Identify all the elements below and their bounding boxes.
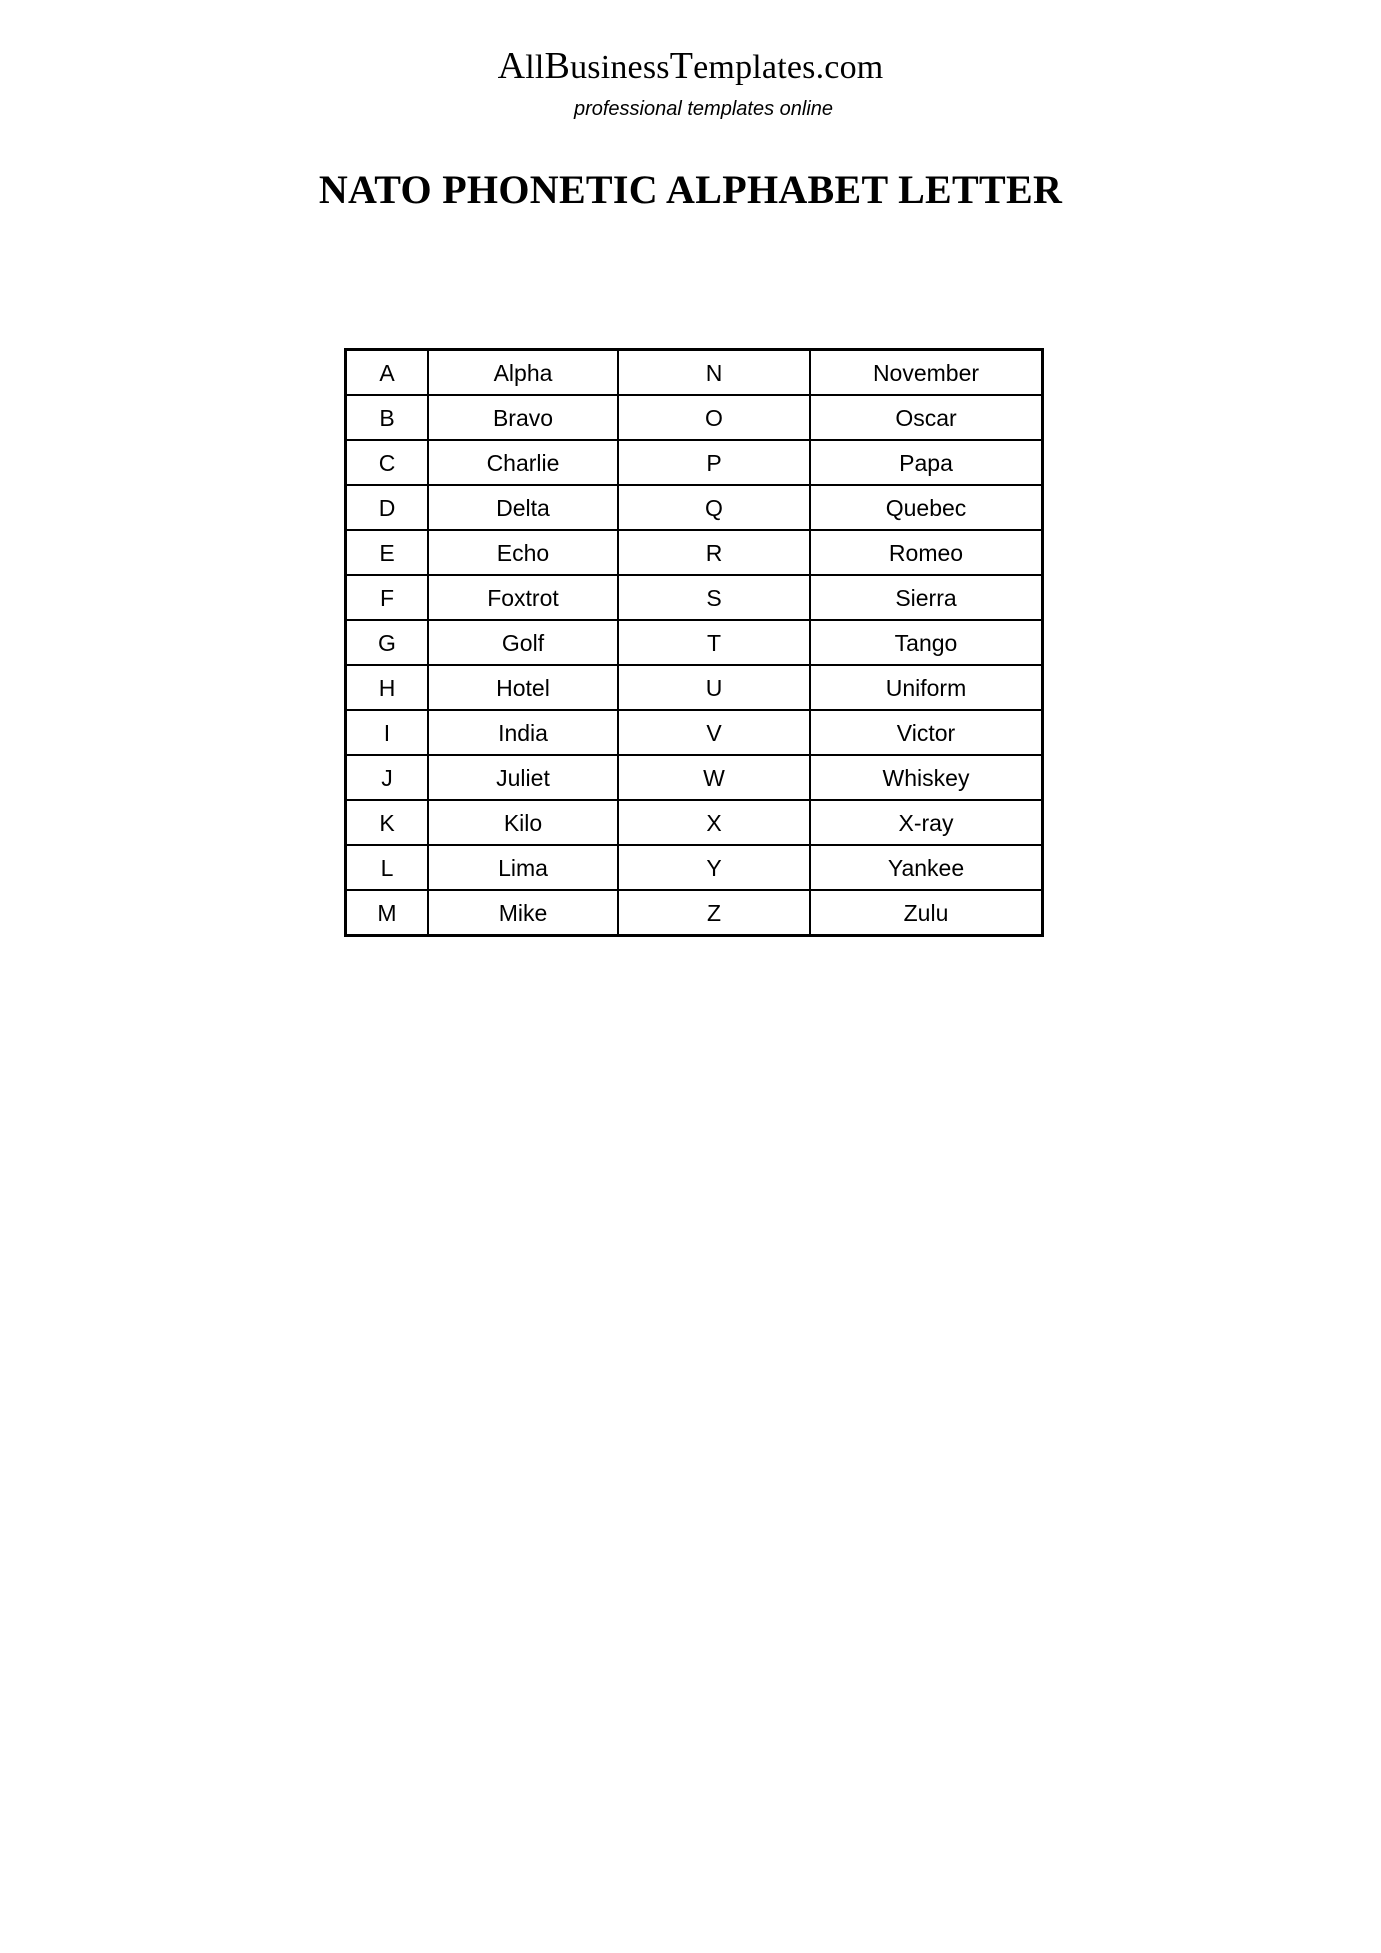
code-word-cell: Foxtrot xyxy=(428,575,618,620)
code-word-cell: Romeo xyxy=(810,530,1043,575)
code-word-cell: Hotel xyxy=(428,665,618,710)
table-row xyxy=(346,350,1043,396)
letter-cell: E xyxy=(346,530,429,575)
letter-cell: D xyxy=(346,485,429,530)
code-word-cell: Alpha xyxy=(428,350,618,396)
code-word-cell: Oscar xyxy=(810,395,1043,440)
brand-part-ll: ll xyxy=(525,49,545,86)
code-word-cell: Tango xyxy=(810,620,1043,665)
code-word-cell: Zulu xyxy=(810,890,1043,936)
letter-cell: U xyxy=(618,665,810,710)
table-row xyxy=(346,665,1043,710)
letter-cell: C xyxy=(346,440,429,485)
code-word-cell: X-ray xyxy=(810,800,1043,845)
table-row xyxy=(346,710,1043,755)
letter-cell: P xyxy=(618,440,810,485)
code-word-cell: Papa xyxy=(810,440,1043,485)
phonetic-alphabet-table-body xyxy=(346,350,1043,936)
brand-letter-t: T xyxy=(669,45,694,87)
brand-letter-b: B xyxy=(544,45,571,87)
code-word-cell: Juliet xyxy=(428,755,618,800)
letter-cell: T xyxy=(618,620,810,665)
letter-cell: V xyxy=(618,710,810,755)
letter-cell: N xyxy=(618,350,810,396)
letter-cell: Y xyxy=(618,845,810,890)
letter-cell: M xyxy=(346,890,429,936)
table-row xyxy=(346,485,1043,530)
brand-part-usiness: usiness xyxy=(570,49,670,86)
brand-tagline: professional templates online xyxy=(573,98,834,120)
letter-cell: K xyxy=(346,800,429,845)
code-word-cell: Kilo xyxy=(428,800,618,845)
code-word-cell: Lima xyxy=(428,845,618,890)
brand-part-emplates: emplates.com xyxy=(693,49,884,86)
letter-cell: J xyxy=(346,755,429,800)
letter-cell: X xyxy=(618,800,810,845)
brand-letter-a: A xyxy=(497,45,526,87)
letter-cell: Z xyxy=(618,890,810,936)
letter-cell: A xyxy=(346,350,429,396)
code-word-cell: Uniform xyxy=(810,665,1043,710)
code-word-cell: Quebec xyxy=(810,485,1043,530)
letter-cell: S xyxy=(618,575,810,620)
table-row xyxy=(346,755,1043,800)
letter-cell: Q xyxy=(618,485,810,530)
table-row xyxy=(346,395,1043,440)
letter-cell: L xyxy=(346,845,429,890)
document-title: NATO PHONETIC ALPHABET LETTER xyxy=(318,167,1063,212)
table-row xyxy=(346,440,1043,485)
code-word-cell: November xyxy=(810,350,1043,396)
letter-cell: W xyxy=(618,755,810,800)
table-row xyxy=(346,845,1043,890)
code-word-cell: Mike xyxy=(428,890,618,936)
letter-cell: G xyxy=(346,620,429,665)
brand-logo-text xyxy=(0,46,1381,88)
table-row xyxy=(346,890,1043,936)
code-word-cell: Whiskey xyxy=(810,755,1043,800)
letter-cell: B xyxy=(346,395,429,440)
code-word-cell: Bravo xyxy=(428,395,618,440)
phonetic-alphabet-table xyxy=(344,348,1044,937)
code-word-cell: India xyxy=(428,710,618,755)
code-word-cell: Delta xyxy=(428,485,618,530)
letter-cell: F xyxy=(346,575,429,620)
letter-cell: H xyxy=(346,665,429,710)
code-word-cell: Victor xyxy=(810,710,1043,755)
code-word-cell: Yankee xyxy=(810,845,1043,890)
letter-cell: R xyxy=(618,530,810,575)
table-row xyxy=(346,620,1043,665)
table-row xyxy=(346,575,1043,620)
table-row xyxy=(346,530,1043,575)
code-word-cell: Sierra xyxy=(810,575,1043,620)
table-row xyxy=(346,800,1043,845)
letter-cell: O xyxy=(618,395,810,440)
code-word-cell: Charlie xyxy=(428,440,618,485)
code-word-cell: Golf xyxy=(428,620,618,665)
code-word-cell: Echo xyxy=(428,530,618,575)
letter-cell: I xyxy=(346,710,429,755)
